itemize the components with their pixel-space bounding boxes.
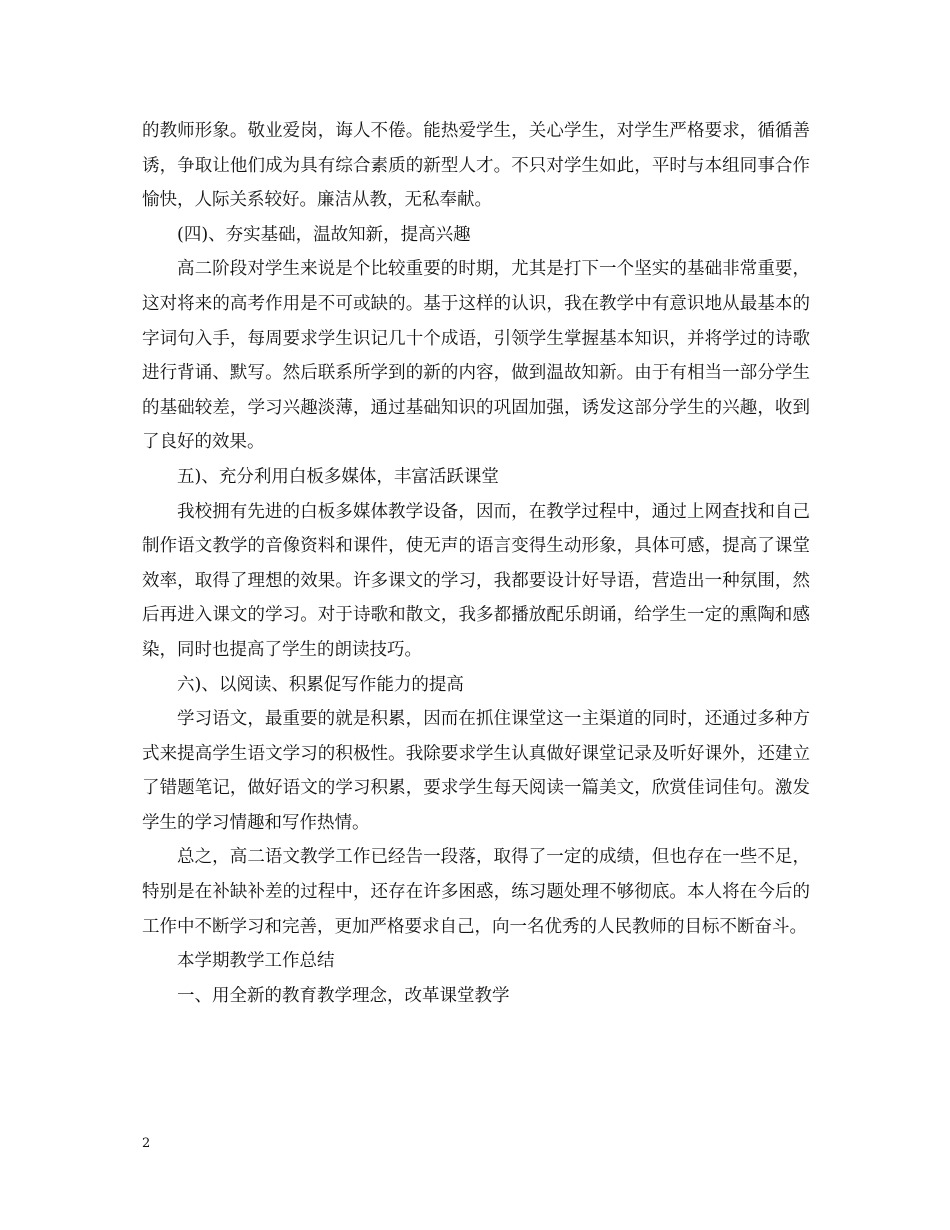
paragraph-teacher-image: 的教师形象。敬业爱岗，诲人不倦。能热爱学生，关心学生，对学生严格要求，循循善诱，争取让他们成为具有综合素质的新型人才。不只对学生如此，平时与本组同事合作愉快，人际关系较好。廉洁从教，无私奉献。 bbox=[142, 121, 810, 211]
paragraph-summary: 总之，高二语文教学工作已经告一段落，取得了一定的成绩，但也存在一些不足，特别是在补缺补差的过程中，还存在许多困惑，练习题处理不够彻底。本人将在今后的工作中不断学习和完善，更加严格要求自己，向一名优秀的人民教师的目标不断奋斗。 bbox=[142, 847, 810, 937]
section-heading-1: 一、用全新的教育教学理念，改革课堂教学 bbox=[177, 985, 510, 1006]
page-number: 2 bbox=[142, 1136, 151, 1151]
paragraph-foundation: 高二阶段对学生来说是个比较重要的时期，尤其是打下一个坚实的基础非常重要，这对将来的高考作用是不可或缺的。基于这样的认识，我在教学中有意识地从最基本的字词句入手，每周要求学生识记几十个成语，引领学生掌握基本知识，并将学过的诗歌进行背诵、默写。然后联系所学到的新的内容，做到温故知新。由于有相当一部分学生的基础较差，学习兴趣淡薄，通过基础知识的巩固加强，诱发这部分学生的兴趣，收到了良好的效果。 bbox=[142, 259, 810, 453]
document-body bbox=[142, 114, 810, 1013]
semester-summary-title: 本学期教学工作总结 bbox=[177, 951, 335, 972]
section-heading-4: (四)、夯实基础，温故知新，提高兴趣 bbox=[177, 224, 471, 245]
paragraph-reading-writing: 学习语文，最重要的就是积累，因而在抓住课堂这一主渠道的同时，还通过多种方式来提高学生语文学习的积极性。我除要求学生认真做好课堂记录及听好课外，还建立了错题笔记，做好语文的学习积累，要求学生每天阅读一篇美文，欣赏佳词佳句。激发学生的学习情趣和写作热情。 bbox=[142, 709, 810, 833]
paragraph-multimedia: 我校拥有先进的白板多媒体教学设备，因而，在教学过程中，通过上网查找和自己制作语文教学的音像资料和课件，使无声的语言变得生动形象，具体可感，提高了课堂效率，取得了理想的效果。许多课文的学习，我都要设计好导语，营造出一种氛围，然后再进入课文的学习。对于诗歌和散文，我多都播放配乐朗诵，给学生一定的熏陶和感染，同时也提高了学生的朗读技巧。 bbox=[142, 501, 810, 660]
section-heading-6: 六)、以阅读、积累促写作能力的提高 bbox=[177, 674, 464, 695]
section-heading-5: 五)、充分利用白板多媒体，丰富活跃课堂 bbox=[177, 466, 499, 487]
